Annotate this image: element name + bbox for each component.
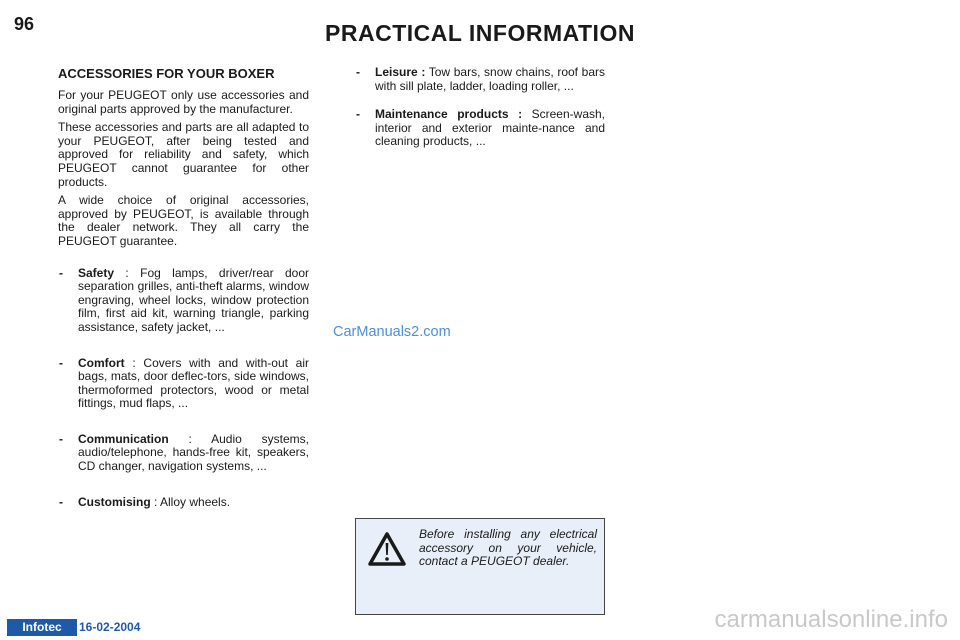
- list-item-maintenance: [355, 108, 605, 149]
- warning-triangle-icon: [367, 531, 407, 567]
- list-term: Customising: [78, 494, 151, 509]
- footer-logo: Infotec: [7, 619, 77, 636]
- list-text: : Fog lamps, driver/rear door separation grilles, anti-theft alarms, window engraving, wheel locks, window protection film, first aid kit, warning triangle, parking assistance, safety jacket, ...: [78, 265, 309, 334]
- list-text: Tow bars, snow chains, roof bars with sill plate, ladder, loading roller, ...: [375, 65, 605, 93]
- list-item-communication: [58, 433, 309, 474]
- list-dash: -: [59, 265, 63, 280]
- footer-date: 16-02-2004: [79, 620, 141, 634]
- list-text: : Covers with and with-out air bags, mats, door deflec-tors, side windows, thermoformed protectors, wood or metal fittings, mud flaps, ...: [78, 355, 309, 411]
- list-term: Comfort: [78, 355, 125, 370]
- section-heading: ACCESSORIES FOR YOUR BOXER: [58, 66, 275, 81]
- list-dash: -: [59, 494, 63, 509]
- adapted-paragraph: These accessories and parts are all adapted to your PEUGEOT, after being tested and approved for reliability and safety, which PEUGEOT cannot guarantee for other products.: [58, 120, 309, 189]
- right-column: [355, 66, 605, 149]
- page-title: PRACTICAL INFORMATION: [325, 20, 635, 46]
- list-item-safety: [58, 267, 309, 335]
- list-item-comfort: [58, 357, 309, 411]
- left-column: [58, 66, 309, 509]
- list-dash: -: [59, 355, 63, 370]
- watermark[interactable]: CarManuals2.com: [333, 324, 451, 340]
- intro-paragraph: For your PEUGEOT only use accessories and original parts approved by the manufacturer.: [58, 88, 309, 116]
- list-term: Communication: [78, 431, 169, 446]
- warning-text: Before installing any electrical accessory on your vehicle, contact a PEUGEOT dealer.: [419, 527, 597, 569]
- list-term: Safety: [78, 265, 115, 280]
- list-item-leisure: [355, 66, 605, 93]
- page-number: 96: [14, 14, 35, 34]
- choice-paragraph: A wide choice of original accessories, approved by PEUGEOT, is available through the dealer network. They all carry the PEUGEOT guarantee.: [58, 193, 309, 248]
- list-dash: -: [356, 107, 360, 122]
- list-text: : Audio systems, audio/telephone, hands-free kit, speakers, CD changer, navigation systems, ...: [78, 431, 309, 474]
- list-text: : Alloy wheels.: [150, 494, 231, 509]
- site-watermark[interactable]: carmanualsonline.info: [714, 606, 948, 633]
- list-dash: -: [59, 431, 63, 446]
- list-text: Screen-wash, interior and exterior mainte-nance and cleaning products, ...: [375, 107, 605, 149]
- warning-box: [355, 518, 605, 615]
- list-term: Leisure :: [375, 65, 426, 79]
- list-term: Maintenance products :: [375, 107, 523, 122]
- list-item-customising: [58, 496, 309, 510]
- list-dash: -: [356, 65, 360, 79]
